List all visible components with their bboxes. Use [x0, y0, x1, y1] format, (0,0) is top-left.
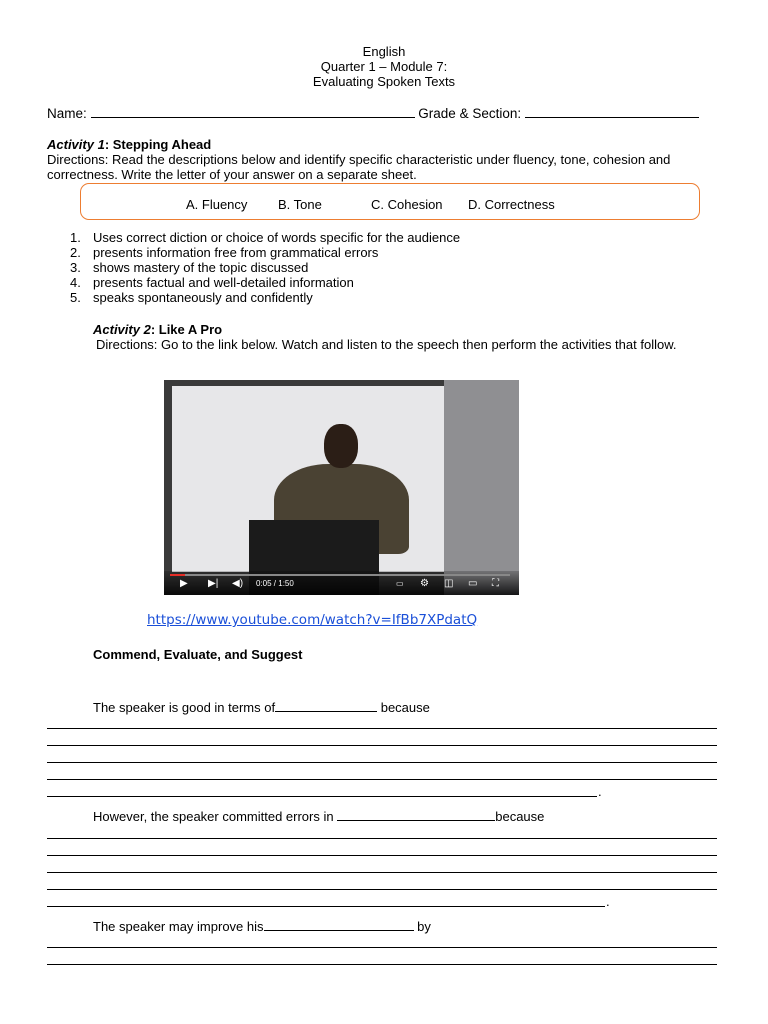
video-progress-bar[interactable]	[170, 574, 510, 576]
answer-line[interactable]	[47, 947, 717, 948]
prompt-good-in-terms: The speaker is good in terms of because	[93, 700, 430, 715]
theater-mode-icon[interactable]: ▭	[468, 578, 478, 589]
volume-icon[interactable]: ◀)	[232, 578, 244, 589]
activity1-heading	[47, 137, 211, 152]
document-header	[0, 44, 768, 89]
answer-line[interactable]	[47, 906, 605, 907]
answer-line[interactable]	[47, 796, 597, 797]
module-title: Quarter 1 – Module 7:	[320, 59, 448, 74]
activity2-label: Activity 2	[93, 322, 151, 337]
fullscreen-icon[interactable]: ⛶	[492, 578, 499, 589]
miniplayer-icon[interactable]: ◫	[444, 578, 454, 589]
activity2-heading	[93, 322, 222, 337]
speaker-head	[324, 424, 358, 468]
name-label: Name:	[47, 106, 87, 121]
answer-blank[interactable]	[275, 699, 377, 712]
captions-icon[interactable]: ▭	[396, 579, 404, 588]
answer-line[interactable]	[47, 745, 717, 746]
answer-line[interactable]	[47, 964, 717, 965]
answer-line[interactable]	[47, 838, 717, 839]
lesson-title: Evaluating Spoken Texts	[312, 74, 456, 89]
choice-fluency: A. Fluency	[186, 197, 248, 212]
choice-correctness: D. Correctness	[468, 197, 555, 212]
grade-section-label: Grade & Section:	[418, 106, 522, 121]
activity1-label: Activity 1	[47, 137, 105, 152]
settings-gear-icon[interactable]: ⚙	[420, 578, 429, 589]
play-icon[interactable]: ▶	[180, 578, 188, 589]
choice-cohesion: C. Cohesion	[371, 197, 443, 212]
ces-heading: Commend, Evaluate, and Suggest	[93, 647, 303, 662]
answer-line[interactable]	[47, 872, 717, 873]
grade-section-blank	[525, 105, 699, 118]
video-progress-fill	[170, 574, 185, 576]
next-icon[interactable]: ▶|	[208, 578, 219, 589]
subject-title: English	[362, 44, 406, 59]
answer-choices-box	[80, 183, 700, 220]
video-controls	[164, 571, 519, 595]
activity1-title: : Stepping Ahead	[104, 137, 212, 152]
room-wall	[444, 380, 519, 595]
answer-line[interactable]	[47, 889, 717, 890]
list-item: 3. shows mastery of the topic discussed	[70, 260, 309, 275]
answer-line[interactable]	[47, 762, 717, 763]
student-info-line	[47, 105, 699, 121]
answer-line[interactable]	[47, 779, 717, 780]
speech-video-player[interactable]	[164, 380, 519, 595]
list-item: 5. speaks spontaneously and confidently	[70, 290, 313, 305]
answer-blank[interactable]	[337, 808, 495, 821]
activity2-title: : Like A Pro	[150, 322, 223, 337]
list-item: 4. presents factual and well-detailed information	[70, 275, 354, 290]
youtube-link[interactable]: https://www.youtube.com/watch?v=IfBb7XPdatQ	[147, 612, 478, 628]
answer-blank[interactable]	[264, 918, 414, 931]
period: .	[598, 784, 602, 799]
name-blank	[91, 105, 415, 118]
activity2-directions: Directions: Go to the link below. Watch and listen to the speech then perform the activities that follow.	[96, 337, 677, 352]
prompt-errors-in: However, the speaker committed errors in because	[93, 809, 545, 824]
choice-tone: B. Tone	[278, 197, 322, 212]
answer-line[interactable]	[47, 728, 717, 729]
list-item: 2. presents information free from grammatical errors	[70, 245, 379, 260]
period: .	[606, 894, 610, 909]
video-time: 0:05 / 1:50	[256, 579, 294, 588]
answer-line[interactable]	[47, 855, 717, 856]
prompt-improve-by: The speaker may improve his by	[93, 919, 431, 934]
list-item: 1. Uses correct diction or choice of words specific for the audience	[70, 230, 461, 245]
activity1-directions: Directions: Read the descriptions below and identify specific characteristic under fluency, tone, cohesion and correctness. Write the letter of your answer on a separate sheet.	[47, 152, 671, 182]
